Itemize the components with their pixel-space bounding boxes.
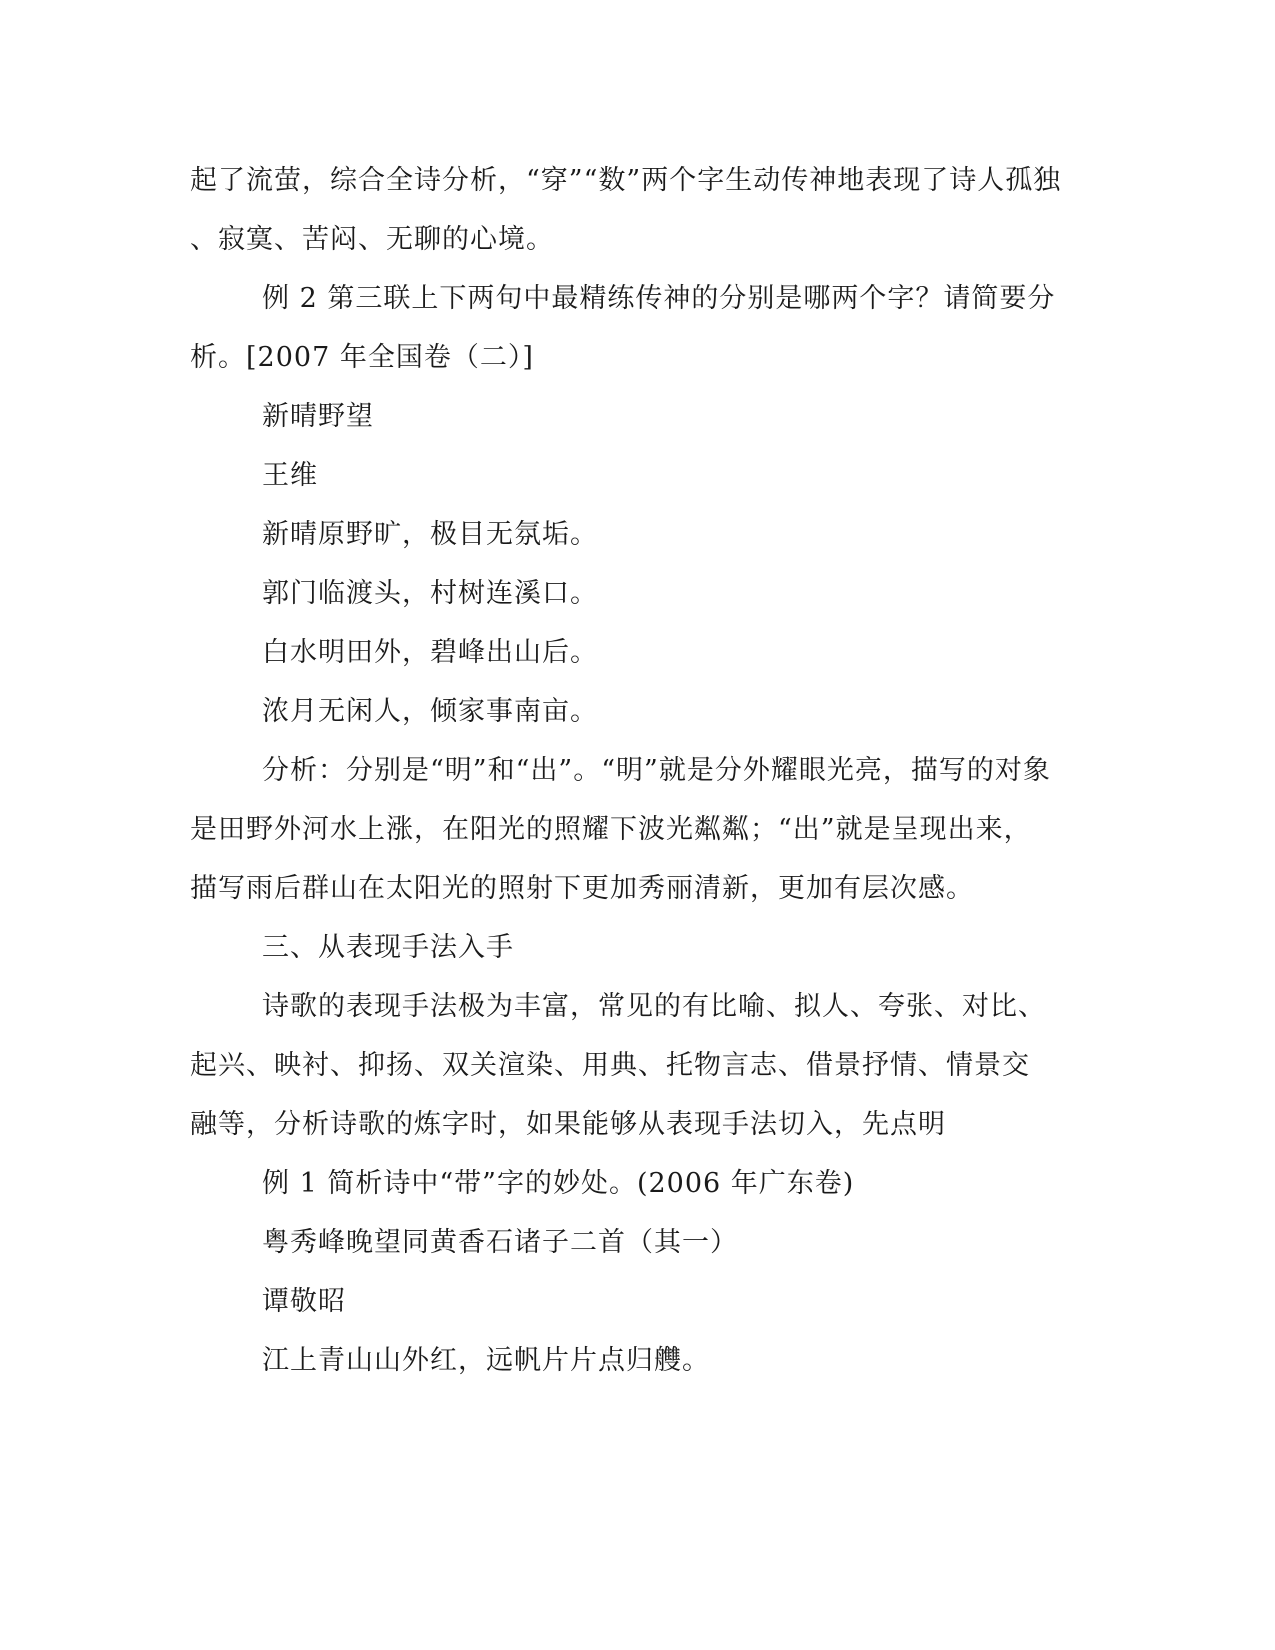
poem-verse-line: 郭门临渡头，村树连溪口。 bbox=[262, 578, 598, 609]
section-heading: 三、从表现手法入手 bbox=[262, 932, 514, 963]
analysis-paragraph: 描写雨后群山在太阳光的照射下更加秀丽清新，更加有层次感。 bbox=[190, 873, 974, 904]
example-question-source: 析。[2007 年全国卷（二）] bbox=[190, 342, 534, 373]
text-line-continuation: 起了流萤，综合全诗分析，“穿”“数”两个字生动传神地表现了诗人孤独 bbox=[190, 165, 1062, 196]
poem-verse-line: 白水明田外，碧峰出山后。 bbox=[262, 637, 598, 668]
poem-verse-line: 江上青山山外红，远帆片片点归艭。 bbox=[262, 1345, 710, 1376]
poem-title: 新晴野望 bbox=[262, 401, 374, 432]
poem-author: 谭敬昭 bbox=[262, 1286, 346, 1317]
poem-verse-line: 浓月无闲人，倾家事南亩。 bbox=[262, 696, 598, 727]
analysis-paragraph: 是田野外河水上涨，在阳光的照耀下波光粼粼；“出”就是呈现出来， bbox=[190, 814, 1032, 845]
analysis-paragraph: 分析：分别是“明”和“出”。“明”就是分外耀眼光亮，描写的对象 bbox=[262, 755, 1051, 786]
poem-author: 王维 bbox=[262, 460, 318, 491]
example-question: 例 2 第三联上下两句中最精练传神的分别是哪两个字？请简要分 bbox=[262, 283, 1056, 314]
example-question: 例 1 简析诗中“带”字的妙处。(2006 年广东卷) bbox=[262, 1168, 855, 1199]
body-paragraph: 融等，分析诗歌的炼字时，如果能够从表现手法切入，先点明 bbox=[190, 1109, 946, 1140]
poem-title: 粤秀峰晚望同黄香石诸子二首（其一） bbox=[262, 1227, 738, 1258]
text-line-continuation: 、寂寞、苦闷、无聊的心境。 bbox=[190, 224, 554, 255]
body-paragraph: 起兴、映衬、抑扬、双关渲染、用典、托物言志、借景抒情、情景交 bbox=[190, 1050, 1030, 1081]
poem-verse-line: 新晴原野旷，极目无氛垢。 bbox=[262, 519, 598, 550]
body-paragraph: 诗歌的表现手法极为丰富，常见的有比喻、拟人、夸张、对比、 bbox=[262, 991, 1046, 1022]
